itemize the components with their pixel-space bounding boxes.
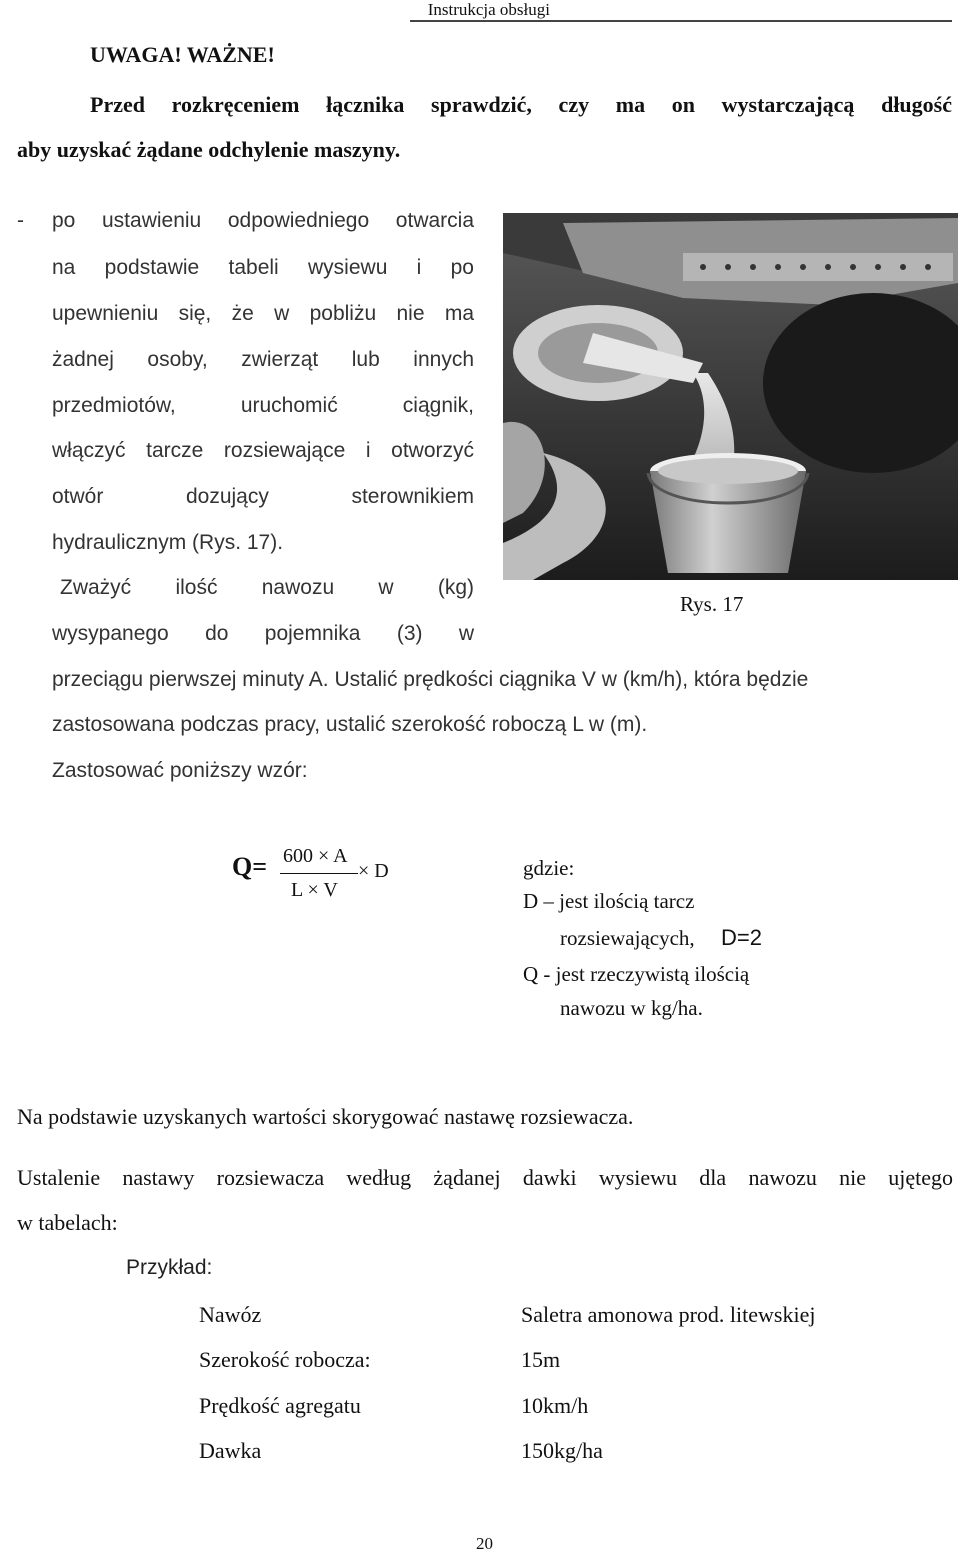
- example-value: 150kg/ha: [521, 1438, 603, 1463]
- spreader-photo: [503, 213, 958, 580]
- procedure-line: przedmiotów, uruchomić ciągnik,: [52, 394, 474, 417]
- header-rule: [410, 20, 952, 22]
- procedure-line: żadnej osoby, zwierząt lub innych: [52, 348, 474, 371]
- warning-line-2: aby uzyskać żądane odchylenie maszyny.: [17, 137, 401, 162]
- formula-lhs: Q=: [232, 852, 268, 881]
- procedure-line: przeciągu pierwszej minuty A. Ustalić prędkości ciągnika V w (km/h), która będzie: [52, 668, 809, 691]
- legend-d-line-2: rozsiewających,: [560, 926, 695, 950]
- procedure-line: po ustawieniu odpowiedniego otwarcia: [52, 209, 474, 232]
- page-number: 20: [476, 1534, 493, 1553]
- formula-numerator: 600 × A: [283, 845, 348, 867]
- warning-line-1: Przed rozkręceniem łącznika sprawdzić, czy ma on wystarczającą długość: [90, 92, 952, 117]
- procedure-line: Zważyć ilość nawozu w (kg): [60, 576, 474, 599]
- example-label: Nawóz: [199, 1302, 262, 1327]
- procedure-line: zastosowana podczas pracy, ustalić szerokość roboczą L w (m).: [52, 713, 648, 736]
- example-value: 10km/h: [521, 1393, 589, 1418]
- procedure-line: otwór dozujący sterownikiem: [52, 485, 474, 508]
- example-label: Prędkość agregatu: [199, 1393, 361, 1418]
- header-label: Instrukcja obsługi: [427, 0, 550, 19]
- legend-q-line-1: Q - jest rzeczywistą ilością: [523, 962, 750, 986]
- formula-denominator: L × V: [291, 879, 338, 901]
- procedure-line: hydraulicznym (Rys. 17).: [52, 531, 284, 554]
- procedure-line: wysypanego do pojemnika (3) w: [52, 622, 474, 645]
- formula-multiplier: × D: [358, 860, 389, 882]
- procedure-dash: -: [17, 209, 24, 232]
- correction-text: Na podstawie uzyskanych wartości skorygować nastawę rozsiewacza.: [17, 1104, 634, 1129]
- setting-line-1: Ustalenie nastawy rozsiewacza według żądanej dawki wysiewu dla nawozu nie ujętego: [17, 1165, 953, 1190]
- legend-title: gdzie:: [523, 856, 575, 880]
- example-value: 15m: [521, 1347, 561, 1372]
- warning-title: UWAGA! WAŻNE!: [90, 42, 275, 67]
- procedure-line: upewnieniu się, że w pobliżu nie ma: [52, 302, 474, 325]
- figure-caption: Rys. 17: [680, 592, 744, 616]
- legend-q-line-2: nawozu w kg/ha.: [560, 996, 703, 1020]
- legend-d-line-1: D – jest ilością tarcz: [523, 889, 695, 913]
- procedure-line: włączyć tarcze rozsiewające i otworzyć: [52, 439, 474, 462]
- example-title: Przykład:: [126, 1256, 213, 1279]
- example-label: Szerokość robocza:: [199, 1347, 371, 1372]
- legend-d-value: D=2: [721, 925, 762, 950]
- setting-line-2: w tabelach:: [17, 1210, 118, 1235]
- fraction-bar: [280, 873, 358, 874]
- procedure-line: na podstawie tabeli wysiewu i po: [52, 256, 474, 279]
- example-value: Saletra amonowa prod. litewskiej: [521, 1302, 816, 1327]
- example-label: Dawka: [199, 1438, 262, 1463]
- procedure-line: Zastosować poniższy wzór:: [52, 759, 308, 782]
